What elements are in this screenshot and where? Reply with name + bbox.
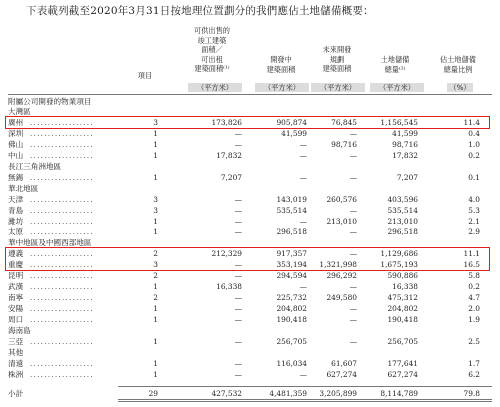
city-label: 昆明 (8, 271, 24, 281)
intro-text: 下表載列截至2020年3月31日按地理位置劃分的我們應佔土地儲備概要： (26, 5, 374, 17)
future-development-gfa-cell: 260,576 (326, 194, 357, 204)
header-total-land-bank: 土地儲備 總量⁽²⁾ (380, 55, 410, 74)
under-development-gfa-cell: 204,802 (276, 304, 307, 314)
region-heading-label: 長江三角洲地區 (8, 161, 62, 171)
completed-gfa-cell: — (234, 293, 242, 303)
total-land-bank-cell: 17,832 (392, 150, 418, 160)
project-count-cell: 1 (153, 282, 158, 292)
project-count-cell: 2 (153, 249, 158, 259)
city-label: 廣州 (8, 117, 24, 127)
table-row (0, 151, 500, 160)
total-land-bank-cell: 16,338 (392, 282, 418, 292)
subtotal-future-development: 3,205,899 (319, 389, 357, 398)
section-main-heading: 附屬公司開發的物業項目 (8, 97, 92, 106)
project-count-cell: 3 (153, 260, 158, 270)
completed-gfa-cell: 7,207 (220, 172, 242, 182)
subtotal-label: 小計 (8, 389, 24, 398)
completed-gfa-cell: — (234, 216, 242, 226)
future-development-gfa-cell: 213,010 (326, 216, 357, 226)
land-bank-ratio-cell: 0.2 (468, 150, 480, 160)
under-development-gfa-cell: — (299, 369, 307, 379)
land-bank-ratio-cell: 4.0 (468, 194, 480, 204)
table-row (0, 359, 500, 368)
total-land-bank-cell: 256,705 (387, 336, 418, 346)
project-count-cell: 1 (153, 304, 158, 314)
future-development-gfa-cell: 98,716 (331, 139, 357, 149)
city-label: 濰坊 (8, 216, 24, 226)
leader-dots: .................. (30, 293, 94, 303)
total-land-bank-cell: 190,418 (387, 315, 418, 325)
leader-dots: .................. (30, 358, 94, 368)
land-bank-ratio-cell: 0.2 (468, 282, 480, 292)
table-row (0, 304, 500, 313)
city-label: 周口 (8, 315, 24, 325)
unit-percent-ratio: （%） (447, 83, 473, 92)
under-development-gfa-cell: — (299, 150, 307, 160)
unit-sqm-future-development: （平方米） (311, 83, 365, 92)
completed-gfa-cell: — (234, 205, 242, 215)
under-development-gfa-cell: — (299, 172, 307, 182)
land-bank-ratio-cell: 0.4 (468, 128, 480, 138)
table-row (0, 227, 500, 236)
project-count-cell: 1 (153, 172, 158, 182)
table-row (0, 173, 500, 182)
leader-dots: .................. (30, 315, 94, 325)
completed-gfa-cell: — (234, 271, 242, 281)
completed-gfa-cell: — (234, 315, 242, 325)
land-bank-ratio-cell: 0.1 (468, 172, 480, 182)
region-heading-label: 大灣區 (8, 107, 31, 116)
subtotal-bottom-rule-2 (118, 401, 492, 402)
total-land-bank-cell: 1,129,686 (380, 249, 418, 259)
region-heading (0, 107, 500, 116)
completed-gfa-cell: — (234, 336, 242, 346)
subtotal-row (0, 389, 500, 398)
project-count-cell: 1 (153, 216, 158, 226)
future-development-gfa-cell: — (349, 205, 357, 215)
header-completed-gfa: 可供出售的 竣工建築 面積／ 可出租 建築面積⁽¹⁾ (194, 26, 230, 73)
leader-dots: .................. (30, 139, 94, 149)
header-under-development-gfa: 開發中 建築面積 (266, 55, 296, 74)
completed-gfa-cell: 212,329 (211, 249, 242, 259)
future-development-gfa-cell: — (349, 150, 357, 160)
region-heading (0, 238, 500, 247)
table-row (0, 370, 500, 379)
total-land-bank-cell: 590,886 (387, 271, 418, 281)
leader-dots: .................. (30, 205, 94, 215)
completed-gfa-cell: — (234, 227, 242, 237)
highlight-box-guangzhou (5, 116, 490, 129)
total-land-bank-cell: 403,596 (387, 194, 418, 204)
subtotal-total: 8,114,789 (380, 389, 418, 398)
land-bank-ratio-cell: 2.5 (468, 336, 480, 346)
future-development-gfa-cell: 627,274 (326, 369, 357, 379)
land-bank-ratio-cell: 5.3 (468, 205, 480, 215)
table-row (0, 206, 500, 215)
table-row (0, 217, 500, 226)
project-count-cell: 2 (153, 293, 158, 303)
future-development-gfa-cell: — (349, 128, 357, 138)
total-land-bank-cell: 177,641 (387, 358, 418, 368)
region-heading-label: 其他 (8, 347, 24, 357)
project-count-cell: 1 (153, 139, 158, 149)
future-development-gfa-cell: 249,580 (326, 293, 357, 303)
completed-gfa-cell: — (234, 369, 242, 379)
under-development-gfa-cell: 353,194 (276, 260, 307, 270)
under-development-gfa-cell: 917,357 (276, 249, 307, 259)
table-row (0, 337, 500, 346)
city-label: 安陽 (8, 304, 24, 314)
table-row (0, 271, 500, 280)
leader-dots: .................. (30, 172, 94, 182)
subtotal-bottom-rule (118, 399, 492, 400)
leader-dots: .................. (30, 117, 94, 127)
city-label: 株洲 (8, 369, 24, 379)
land-bank-ratio-cell: 4.7 (468, 293, 480, 303)
leader-dots: .................. (30, 336, 94, 346)
land-bank-ratio-cell: 5.8 (468, 271, 480, 281)
project-count-cell: 1 (153, 336, 158, 346)
city-label: 無錫 (8, 172, 24, 182)
subtotal-count: 29 (148, 389, 158, 398)
future-development-gfa-cell: — (349, 315, 357, 325)
subtotal-ratio: 79.8 (463, 389, 480, 398)
project-count-cell: 1 (153, 128, 158, 138)
total-land-bank-cell: 296,518 (387, 227, 418, 237)
unit-sqm-under-development: （平方米） (255, 83, 309, 92)
header-project: 項目 (137, 71, 153, 80)
total-land-bank-cell: 7,207 (396, 172, 418, 182)
total-land-bank-cell: 627,274 (387, 369, 418, 379)
table-row (0, 315, 500, 324)
city-label: 遵義 (8, 249, 24, 259)
future-development-gfa-cell: 76,845 (331, 117, 357, 127)
project-count-cell: 1 (153, 369, 158, 379)
header-divider (8, 94, 492, 95)
city-label: 深圳 (8, 128, 24, 138)
land-bank-ratio-cell: 2.1 (468, 216, 480, 226)
city-label: 佛山 (8, 139, 24, 149)
completed-gfa-cell: — (234, 260, 242, 270)
future-development-gfa-cell: — (349, 282, 357, 292)
region-heading-label: 華中地區及中國西部地區 (8, 238, 92, 248)
future-development-gfa-cell: — (349, 336, 357, 346)
future-development-gfa-cell: — (349, 227, 357, 237)
leader-dots: .................. (30, 282, 94, 292)
future-development-gfa-cell: 1,321,998 (319, 260, 357, 270)
total-land-bank-cell: 213,010 (387, 216, 418, 226)
unit-sqm-total: （平方米） (370, 83, 424, 92)
completed-gfa-cell: 16,338 (216, 282, 242, 292)
total-land-bank-cell: 1,156,545 (380, 117, 418, 127)
land-bank-ratio-cell: 6.2 (468, 369, 480, 379)
land-bank-ratio-cell: 1.0 (468, 139, 480, 149)
land-bank-ratio-cell: 11.1 (463, 249, 480, 259)
subtotal-under-development: 4,481,359 (269, 389, 307, 398)
land-bank-ratio-cell: 16.5 (463, 260, 480, 270)
completed-gfa-cell: — (234, 139, 242, 149)
leader-dots: .................. (30, 369, 94, 379)
leader-dots: .................. (30, 128, 94, 138)
completed-gfa-cell: 173,826 (211, 117, 242, 127)
future-development-gfa-cell: 296,292 (326, 271, 357, 281)
land-bank-ratio-cell: 1.9 (468, 315, 480, 325)
leader-dots: .................. (30, 304, 94, 314)
leader-dots: .................. (30, 249, 94, 259)
under-development-gfa-cell: — (299, 139, 307, 149)
under-development-gfa-cell: 535,514 (276, 205, 307, 215)
under-development-gfa-cell: 294,594 (276, 271, 307, 281)
completed-gfa-cell: — (234, 128, 242, 138)
project-count-cell: 3 (153, 117, 158, 127)
total-land-bank-cell: 41,599 (392, 128, 418, 138)
land-bank-ratio-cell: 2.9 (468, 227, 480, 237)
project-count-cell: 3 (153, 205, 158, 215)
completed-gfa-cell: 17,832 (216, 150, 242, 160)
region-heading-label: 海南島 (8, 326, 31, 335)
project-count-cell: 1 (153, 358, 158, 368)
project-count-cell: 1 (153, 150, 158, 160)
city-label: 青島 (8, 205, 24, 215)
region-heading (0, 184, 500, 193)
total-land-bank-cell: 535,514 (387, 205, 418, 215)
future-development-gfa-cell: — (349, 172, 357, 182)
table-row (0, 293, 500, 302)
header-land-bank-ratio: 佔土地儲備 總量比例 (440, 55, 476, 74)
project-count-cell: 1 (153, 227, 158, 237)
leader-dots: .................. (30, 227, 94, 237)
region-heading (0, 162, 500, 171)
future-development-gfa-cell: — (349, 304, 357, 314)
city-label: 南寧 (8, 293, 24, 303)
leader-dots: .................. (30, 271, 94, 281)
subtotal-top-rule (118, 386, 492, 387)
leader-dots: .................. (30, 194, 94, 204)
table-row (0, 140, 500, 149)
under-development-gfa-cell: — (299, 282, 307, 292)
future-development-gfa-cell: 61,607 (331, 358, 357, 368)
total-land-bank-cell: 204,802 (387, 304, 418, 314)
header-future-development-gfa: 未來開發 規劃 建築面積 (322, 45, 352, 73)
future-development-gfa-cell: — (349, 249, 357, 259)
project-count-cell: 2 (153, 271, 158, 281)
under-development-gfa-cell: 41,599 (281, 128, 307, 138)
total-land-bank-cell: 1,675,193 (380, 260, 418, 270)
completed-gfa-cell: — (234, 358, 242, 368)
city-label: 武漢 (8, 282, 24, 292)
land-bank-ratio-cell: 11.4 (463, 117, 480, 127)
unit-sqm-completed: （平方米） (188, 83, 242, 92)
under-development-gfa-cell: 143,019 (276, 194, 307, 204)
under-development-gfa-cell: 905,874 (276, 117, 307, 127)
total-land-bank-cell: 98,716 (392, 139, 418, 149)
land-bank-ratio-cell: 2.0 (468, 304, 480, 314)
under-development-gfa-cell: 256,705 (276, 336, 307, 346)
leader-dots: .................. (30, 216, 94, 226)
city-label: 三亞 (8, 336, 24, 346)
region-heading (0, 326, 500, 335)
city-label: 太原 (8, 227, 24, 237)
city-label: 重慶 (8, 260, 24, 270)
table-row (0, 260, 500, 269)
completed-gfa-cell: — (234, 194, 242, 204)
table-row (0, 118, 500, 127)
table-row (0, 282, 500, 291)
leader-dots: .................. (30, 260, 94, 270)
under-development-gfa-cell: 190,418 (276, 315, 307, 325)
region-heading-label: 華北地區 (8, 183, 39, 193)
table-row (0, 195, 500, 204)
subtotal-completed: 427,532 (211, 389, 242, 398)
project-count-cell: 1 (153, 315, 158, 325)
table-row (0, 249, 500, 258)
under-development-gfa-cell: 296,518 (276, 227, 307, 237)
leader-dots: .................. (30, 150, 94, 160)
under-development-gfa-cell: — (299, 216, 307, 226)
total-land-bank-cell: 475,312 (387, 293, 418, 303)
region-heading (0, 348, 500, 357)
completed-gfa-cell: — (234, 304, 242, 314)
project-count-cell: 3 (153, 194, 158, 204)
under-development-gfa-cell: 225,732 (276, 293, 307, 303)
city-label: 中山 (8, 150, 24, 160)
city-label: 清遠 (8, 358, 24, 368)
under-development-gfa-cell: 116,034 (276, 358, 307, 368)
city-label: 天津 (8, 194, 24, 204)
land-bank-ratio-cell: 1.7 (468, 358, 480, 368)
table-row (0, 129, 500, 138)
